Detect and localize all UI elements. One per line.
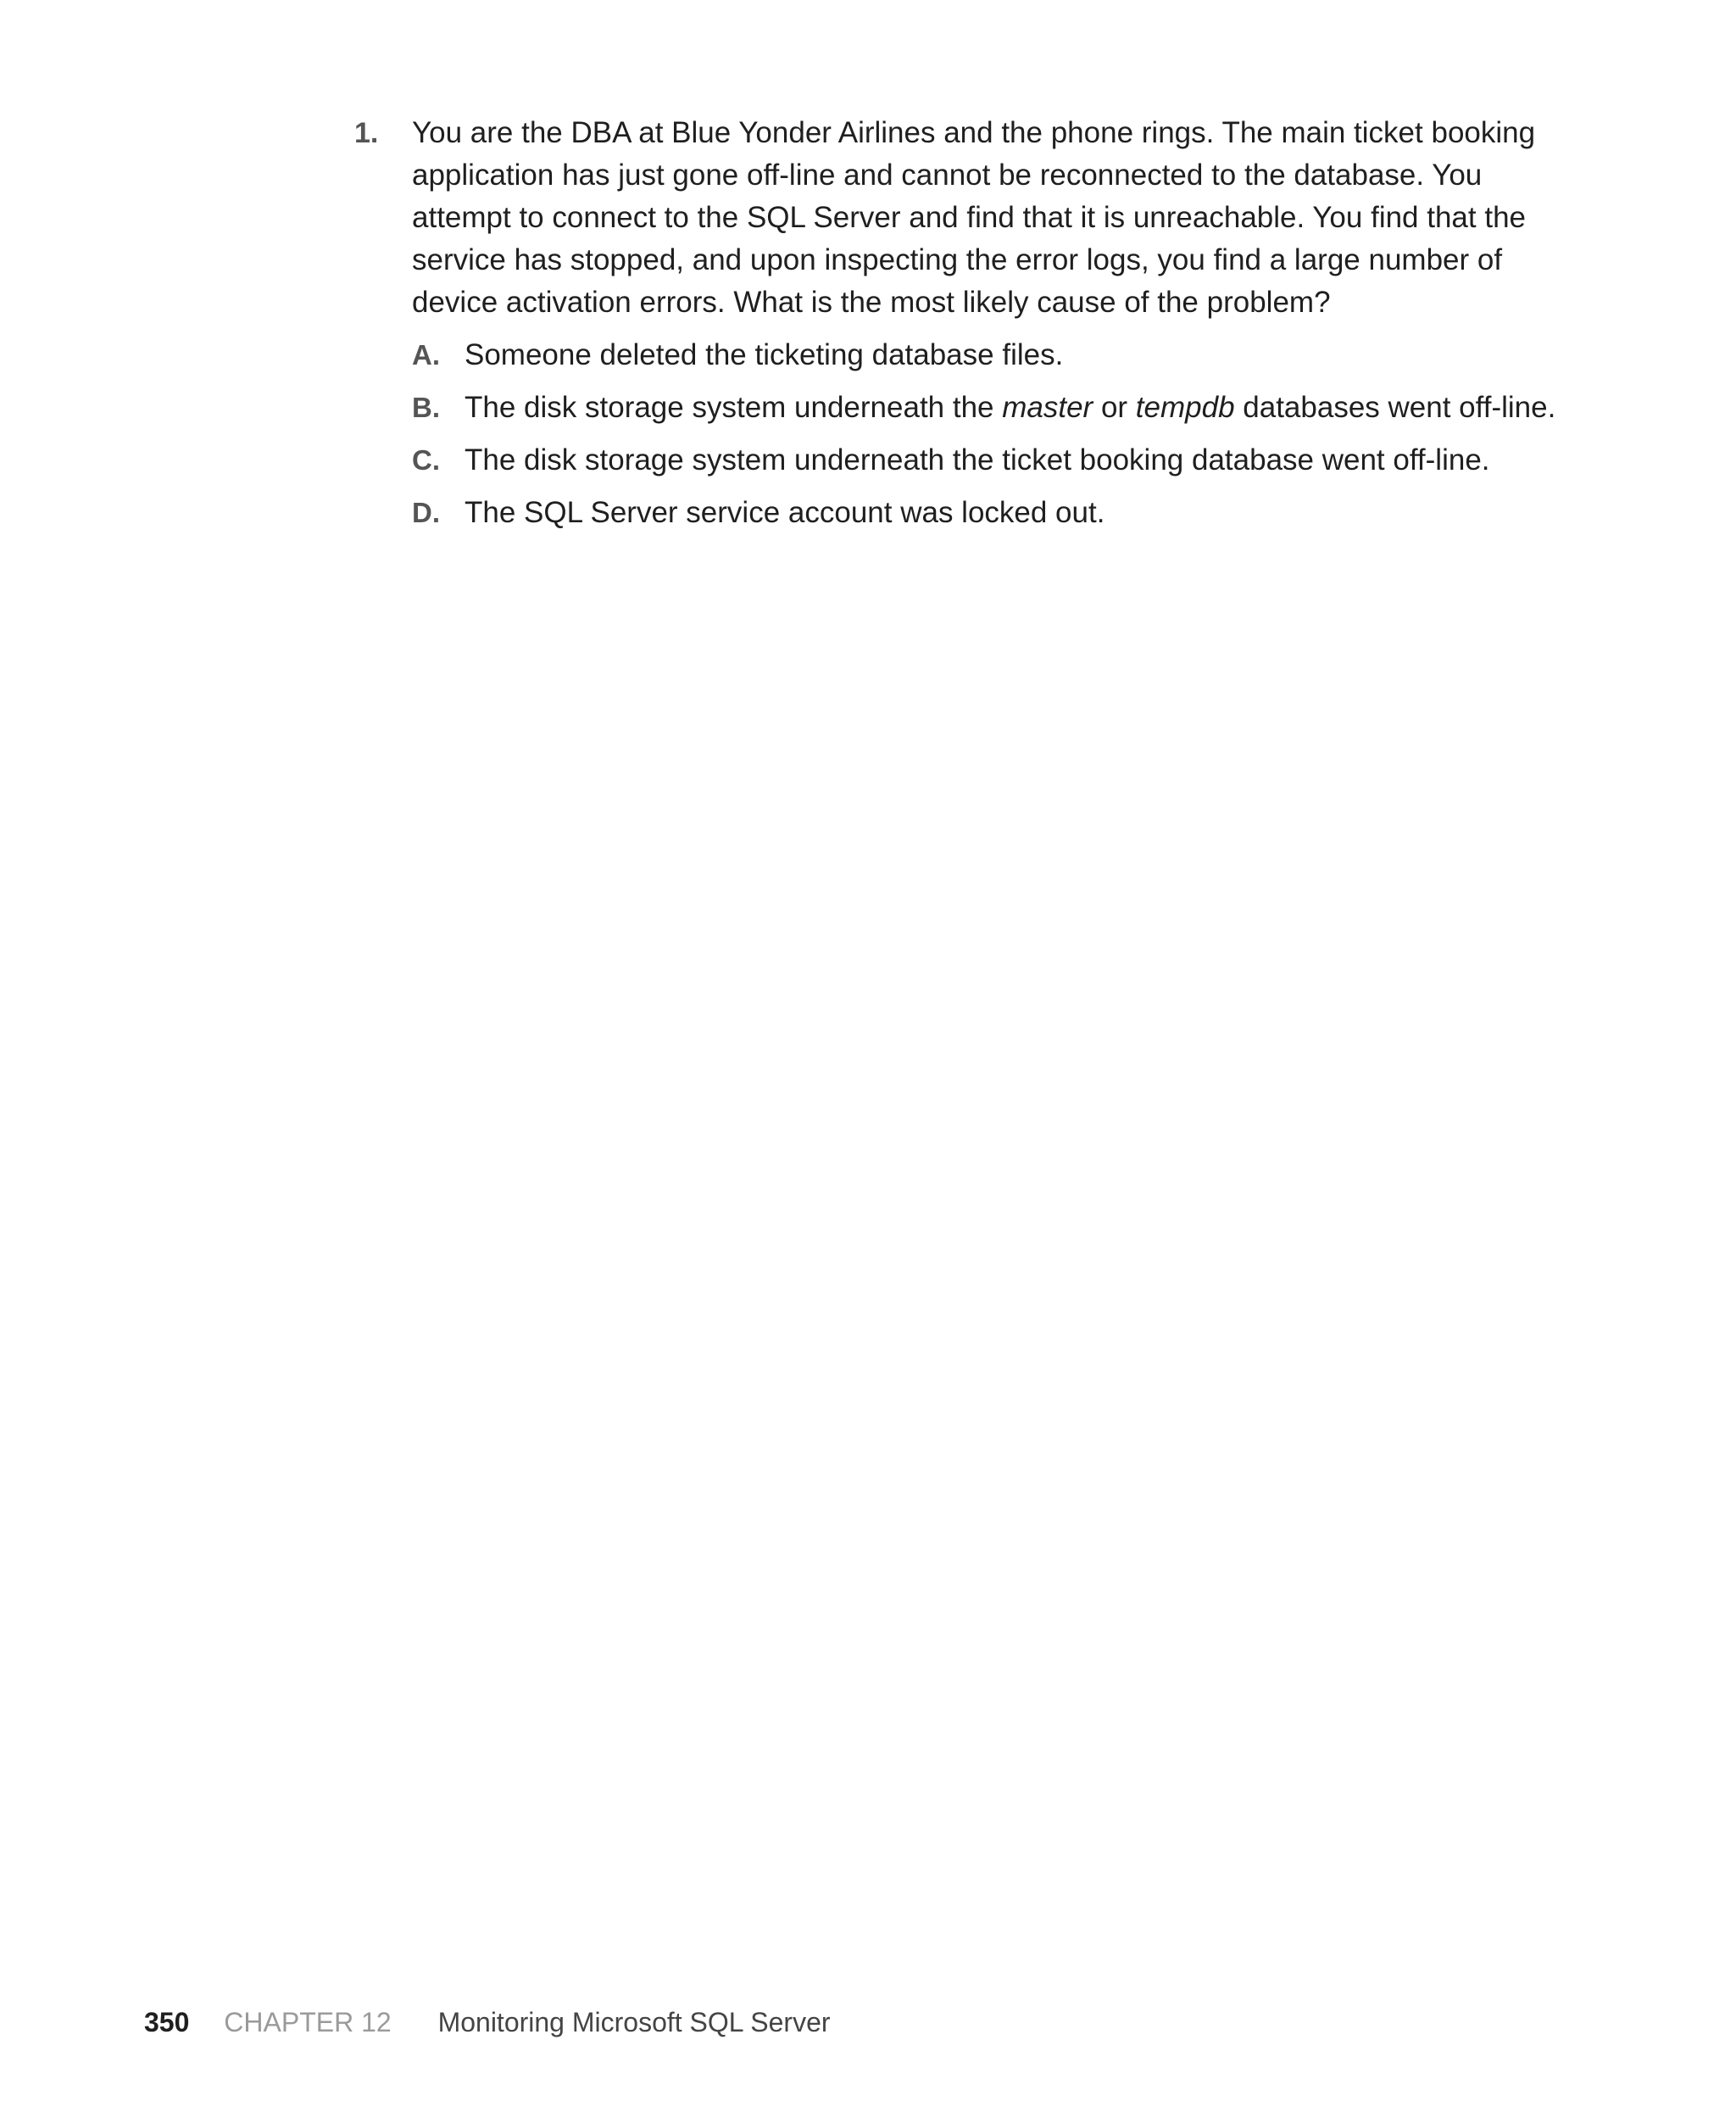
option-letter: B. bbox=[412, 392, 440, 423]
option-a bbox=[412, 334, 1558, 376]
question-block bbox=[354, 112, 1558, 544]
chapter-title: Monitoring Microsoft SQL Server bbox=[437, 2007, 831, 2037]
option-text-italic: tempdb bbox=[1135, 391, 1235, 424]
answer-options bbox=[412, 334, 1558, 534]
option-letter: A. bbox=[412, 339, 440, 371]
option-text-part: The disk storage system underneath the bbox=[465, 391, 1003, 424]
option-b bbox=[412, 387, 1558, 429]
option-text: Someone deleted the ticketing database files. bbox=[465, 338, 1064, 371]
question-number: 1. bbox=[354, 117, 379, 149]
option-d bbox=[412, 492, 1558, 534]
option-text: The SQL Server service account was locked out. bbox=[465, 496, 1105, 529]
option-letter: D. bbox=[412, 497, 440, 528]
option-text: The disk storage system underneath the ticket booking database went off-line. bbox=[465, 443, 1490, 477]
option-c bbox=[412, 439, 1558, 482]
option-text bbox=[465, 387, 1555, 429]
chapter-label: CHAPTER 12 bbox=[224, 2007, 392, 2037]
option-text-part: or bbox=[1093, 391, 1136, 424]
option-letter: C. bbox=[412, 444, 440, 476]
page-footer bbox=[144, 2001, 831, 2043]
page-number: 350 bbox=[144, 2007, 190, 2037]
question-row bbox=[354, 112, 1558, 324]
option-text-part: databases went off-line. bbox=[1234, 391, 1556, 424]
option-text-italic: master bbox=[1002, 391, 1093, 424]
question-text: You are the DBA at Blue Yonder Airlines and the phone rings. The main ticket booking application has just gone off-line and cannot be reconnected to the database. You attempt to connect to the SQL Server and find that it is unreachable. You find that the service has stopped, and upon inspecting the error logs, you find a large number of device activation errors. What is the most likely cause of the problem? bbox=[412, 116, 1536, 319]
